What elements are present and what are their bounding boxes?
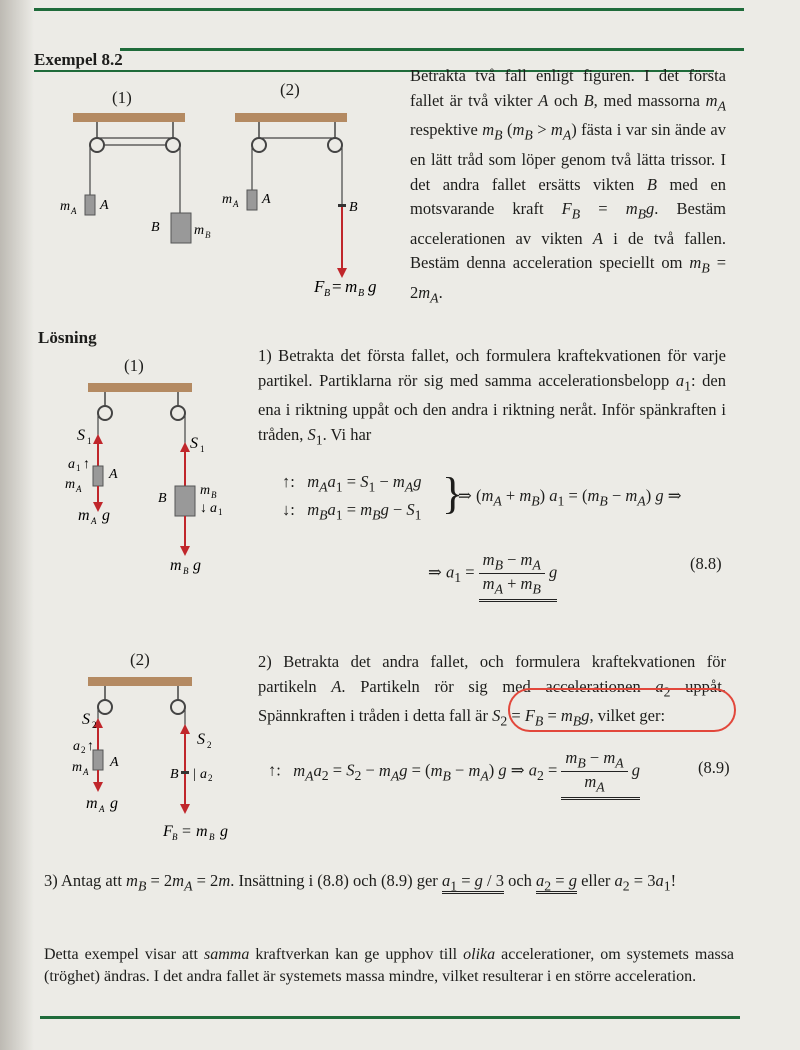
- fig1-mb-sub: B: [205, 230, 211, 240]
- svg-text:A: A: [262, 192, 271, 207]
- svg-text:B: B: [211, 490, 217, 500]
- step2-text: 2) Betrakta det andra fallet, och formulera kraftekvationen för partikeln A. Partikeln rör sig med accelerationen $a_2$ uppåt. Spännkraften i tråden i detta fall är $S_2 = F_B = m_Bg$, vilket ger:: [258, 652, 726, 729]
- svg-text:=: =: [332, 277, 342, 296]
- svg-text:m: m: [65, 477, 76, 492]
- svg-text:a: a: [210, 501, 217, 516]
- svg-text:A: A: [91, 516, 97, 526]
- svg-text:↓: ↓: [200, 501, 207, 516]
- eq-8-8-number: (8.8): [690, 554, 722, 573]
- svg-text:2: 2: [208, 773, 213, 783]
- eq-system-1a: ↑: $m_Aa_1 = S_1 - m_Ag$: [282, 472, 422, 495]
- fig1-label: (1): [112, 88, 132, 107]
- bottom-rule: [40, 1016, 740, 1019]
- top-rule: [34, 8, 744, 11]
- svg-text:S: S: [190, 435, 198, 452]
- svg-text:m: m: [200, 483, 211, 498]
- page-edge-shadow: [0, 0, 34, 1050]
- hand-drawn-highlight: [508, 688, 736, 732]
- svg-text:B: B: [158, 491, 167, 506]
- svg-text:1: 1: [76, 463, 81, 473]
- svg-text:A: A: [233, 199, 239, 209]
- svg-text:m: m: [78, 507, 90, 524]
- eq-system-1b: ↓: $m_Ba_1 = m_Bg - S_1$: [282, 500, 422, 523]
- svg-text:1: 1: [87, 436, 92, 446]
- svg-text:B: B: [172, 832, 178, 842]
- svg-text:A: A: [109, 467, 118, 482]
- svg-text:a: a: [200, 767, 207, 782]
- svg-text:1: 1: [200, 444, 205, 454]
- svg-text:g: g: [220, 823, 228, 840]
- svg-text:2: 2: [207, 740, 212, 750]
- svg-text:2: 2: [81, 745, 86, 755]
- sol-fig1-label: (1): [124, 356, 144, 375]
- svg-text:A: A: [83, 767, 89, 777]
- svg-text:m: m: [222, 192, 233, 207]
- eq-8-9-number: (8.9): [698, 758, 730, 777]
- svg-text:A: A: [99, 804, 105, 814]
- conclusion-text: Detta exempel visar att samma kraftverkan kan ge upphov till olika accelerationer, om systemets massa (tröghet) ändras. I det andra fallet är systemets massa mindre, vilket resulterar i en större acceleration.: [44, 946, 735, 985]
- problem-figure-2: [222, 108, 402, 308]
- fig2-label: (2): [280, 80, 300, 99]
- solution-figure-1: [60, 378, 240, 578]
- svg-text:g: g: [368, 277, 377, 296]
- svg-text:A: A: [71, 206, 77, 216]
- eq-system-brace: }: [442, 469, 464, 518]
- svg-text:A: A: [76, 484, 82, 494]
- problem-figure-1: [60, 108, 205, 258]
- svg-text:B: B: [349, 200, 358, 215]
- svg-text:m: m: [196, 823, 208, 840]
- eq-8-8: ⇒ $a_1$ = $\frac{m_B - m_A}{m_A + m_B}$ g: [428, 550, 557, 602]
- svg-text:B: B: [358, 288, 365, 299]
- svg-text:B: B: [170, 767, 179, 782]
- svg-text:B: B: [151, 220, 160, 235]
- svg-text:F: F: [314, 277, 325, 296]
- heading-rule: [120, 48, 744, 51]
- solution-figure-2: [60, 672, 250, 852]
- svg-text:2: 2: [92, 720, 97, 730]
- svg-text:A: A: [110, 755, 119, 770]
- svg-text:=: =: [182, 823, 192, 840]
- svg-text:m: m: [60, 199, 71, 214]
- svg-text:m: m: [194, 223, 205, 238]
- svg-text:g: g: [110, 795, 118, 812]
- step1-text: 1) Betrakta det första fallet, och formulera kraftekvationen för varje partikel. Partiklarna rör sig med samma accelerationsbelopp $a_1$: den ena i riktning uppåt och den andra i riktning neråt. Inför spänkraften i tråden, $S_1$. Vi har: [258, 346, 726, 448]
- svg-text:m: m: [72, 760, 83, 775]
- svg-text:S: S: [82, 711, 90, 728]
- svg-text:|: |: [193, 767, 196, 782]
- svg-text:B: B: [209, 832, 215, 842]
- sol-fig2-label: (2): [130, 650, 150, 669]
- eq-system-1-result: ⇒ $(m_A + m_B) a_1 = (m_B - m_A)$ g ⇒: [458, 486, 682, 509]
- svg-text:m: m: [345, 277, 358, 296]
- svg-text:A: A: [100, 198, 109, 213]
- svg-text:↑: ↑: [87, 739, 94, 754]
- svg-text:a: a: [68, 457, 75, 472]
- svg-text:B: B: [183, 566, 189, 576]
- svg-text:S: S: [197, 731, 205, 748]
- svg-text:g: g: [102, 507, 110, 524]
- problem-text: Betrakta två fall enligt figuren. I det första fallet är två vikter A och B, med massorna $m_A$ respektive $m_B$ $(m_B > m_A)$ fästa i var sin ände av en lätt tråd som löper genom två lätta trissor. I det andra fallet ersätts vikten B med en motsvarande kraft $F_B = m_Bg$. Bestäm accelerationen av vikten A i de två fallen. Bestäm denna acceleration speciellt om $m_B = 2m_A$.: [410, 66, 727, 306]
- step3-text: 3) Antag att $m_B = 2m_A = 2m$. Insättning i (8.8) och (8.9) ger $a_1 = g / 3$ och $a_2 = g$ eller $a_2 = 3a_1$!: [44, 871, 677, 894]
- svg-text:m: m: [86, 795, 98, 812]
- svg-text:m: m: [170, 557, 182, 574]
- svg-text:a: a: [73, 739, 80, 754]
- svg-text:1: 1: [218, 507, 223, 517]
- svg-text:B: B: [324, 288, 331, 299]
- eq-8-9: ↑: $m_Aa_2 = S_2 - m_Ag = (m_B - m_A)$ g ⇒ $a_2$ = $\frac{m_B - m_A}{m_A}$ g: [268, 748, 640, 800]
- svg-text:S: S: [77, 427, 85, 444]
- example-heading: Exempel 8.2: [34, 50, 123, 69]
- solution-heading: Lösning: [38, 328, 97, 347]
- svg-text:↑: ↑: [83, 457, 90, 472]
- svg-text:F: F: [163, 823, 173, 840]
- svg-text:g: g: [193, 557, 201, 574]
